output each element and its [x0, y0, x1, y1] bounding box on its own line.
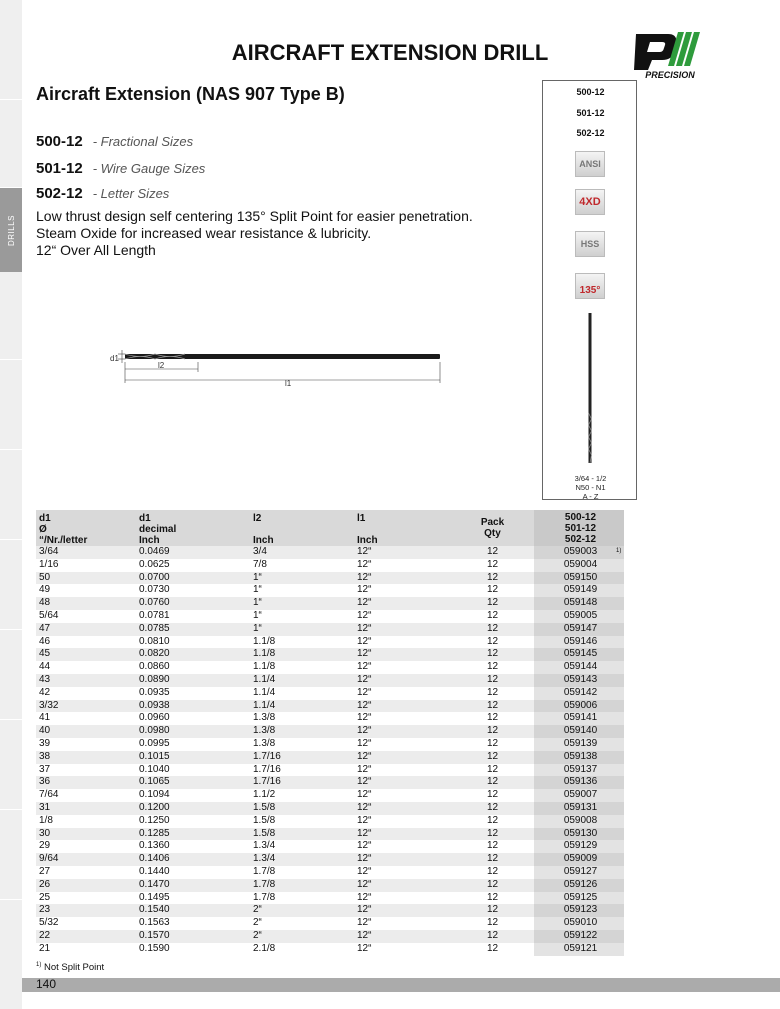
- header-pack-qty: Pack Qty: [448, 510, 534, 546]
- table-cell: 12“: [354, 776, 448, 789]
- table-cell: 31: [36, 802, 136, 815]
- page-number: 140: [36, 977, 57, 991]
- table-cell: 5/64: [39, 609, 59, 621]
- table-cell: 1.3/4: [253, 840, 276, 852]
- table-cell: 059009: [534, 853, 624, 866]
- l1-label: l1: [285, 379, 292, 388]
- table-cell: 0.0785: [136, 623, 250, 636]
- table-row: [36, 751, 624, 764]
- table-cell: 059144: [534, 661, 624, 674]
- table-cell: 059140: [534, 725, 624, 738]
- size-range: N50 - N1: [575, 483, 606, 492]
- table-cell: 059006: [534, 700, 624, 713]
- table-cell: 12: [448, 674, 534, 687]
- spec-side-panel: [542, 80, 637, 500]
- page-title: AIRCRAFT EXTENSION DRILL: [231, 40, 549, 65]
- drill-vertical-icon: [587, 313, 593, 463]
- table-row: [36, 828, 624, 841]
- table-cell: 059005: [534, 610, 624, 623]
- table-cell: 0.0810: [139, 635, 170, 647]
- table-row: [36, 764, 624, 777]
- table-cell: 37: [39, 763, 51, 775]
- table-cell: 059138: [534, 751, 624, 764]
- table-cell: 44: [39, 661, 51, 673]
- table-row: [36, 853, 624, 866]
- table-cell: 12: [448, 802, 534, 815]
- table-cell: 1.7/16: [250, 776, 354, 789]
- table-row: [36, 559, 624, 572]
- table-cell: 1“: [253, 584, 262, 596]
- table-cell: 26: [36, 879, 136, 892]
- table-cell: 1.7/8: [253, 865, 276, 877]
- table-cell: 0.0980: [136, 725, 250, 738]
- table-cell: 12: [486, 584, 499, 596]
- table-cell: 12: [448, 572, 534, 585]
- table-cell: 12: [486, 635, 499, 647]
- table-row: [36, 610, 624, 623]
- side-code: 501-12: [576, 108, 605, 118]
- table-cell: 059150: [534, 572, 624, 585]
- table-cell: 42: [39, 686, 51, 698]
- table-cell: 12: [486, 865, 499, 877]
- table-cell: 12“: [354, 828, 448, 841]
- table-cell: 12“: [357, 942, 372, 954]
- header-decimal: d1 decimal Inch: [136, 510, 250, 546]
- table-row: [36, 661, 624, 674]
- table-cell: 12: [486, 558, 499, 570]
- table-cell: 12: [448, 751, 534, 764]
- table-cell: 059148: [534, 597, 624, 610]
- table-row: [36, 789, 624, 802]
- table-cell: 0.1285: [136, 828, 250, 841]
- table-cell: 0.1540: [136, 904, 250, 917]
- table-cell: 0.1065: [136, 776, 250, 789]
- table-cell: 0.1015: [136, 751, 250, 764]
- table-cell: 0.1040: [139, 763, 170, 775]
- description-line: Low thrust design self centering 135° Split Point for easier penetration.: [36, 208, 473, 224]
- table-cell: 1.5/8: [250, 828, 354, 841]
- size-table: [36, 510, 624, 956]
- table-cell: 3/32: [36, 700, 136, 713]
- table-cell: 47: [36, 623, 136, 636]
- table-cell: 12“: [357, 840, 372, 852]
- hss-badge-icon: HSS: [575, 231, 605, 257]
- l2-label: l2: [158, 361, 165, 370]
- table-cell: 1.1/8: [253, 635, 276, 647]
- table-row: [36, 687, 624, 700]
- table-cell: 059143: [534, 674, 624, 687]
- table-row: [36, 546, 624, 559]
- table-cell: 1.1/8: [250, 648, 354, 661]
- table-cell: 12: [448, 828, 534, 841]
- table-cell: 1“: [253, 609, 262, 621]
- table-cell: 12“: [357, 712, 372, 724]
- table-cell: 059149: [534, 584, 624, 597]
- table-cell: 12: [448, 623, 534, 636]
- table-cell: 12: [486, 712, 499, 724]
- d1-label: d1: [110, 354, 119, 363]
- table-cell: 0.0625: [139, 558, 170, 570]
- brand-text: PRECISION: [645, 70, 695, 80]
- table-row: [36, 572, 624, 585]
- table-cell: 12“: [354, 623, 448, 636]
- table-cell: 059142: [534, 687, 624, 700]
- table-cell: 12: [486, 763, 499, 775]
- table-cell: 30: [36, 828, 136, 841]
- table-cell: 0.1590: [139, 942, 170, 954]
- table-cell: 0.0995: [139, 737, 170, 749]
- table-cell: 0.0890: [136, 674, 250, 687]
- table-cell: 12: [448, 776, 534, 789]
- table-cell: 50: [36, 572, 136, 585]
- table-cell: 0.1470: [136, 879, 250, 892]
- table-cell: 12: [448, 725, 534, 738]
- table-cell: 0.1360: [139, 840, 170, 852]
- header-l1: l1 Inch: [354, 510, 448, 546]
- table-cell: 7/8: [253, 558, 267, 570]
- table-cell: 0.0469: [136, 546, 250, 559]
- drill-dimension-drawing: [100, 338, 460, 398]
- table-row: [36, 802, 624, 815]
- table-row: [36, 712, 624, 725]
- size-range: A - Z: [582, 492, 599, 501]
- table-cell: 1.7/16: [250, 751, 354, 764]
- series-item: 501-12 - Wire Gauge Sizes: [36, 160, 206, 177]
- table-cell: 48: [36, 597, 136, 610]
- table-cell: 12“: [354, 751, 448, 764]
- description-line: Steam Oxide for increased wear resistance & lubricity.: [36, 225, 372, 241]
- table-cell: 29: [39, 840, 51, 852]
- table-row: [36, 930, 624, 943]
- footnote: $^{1)}$ Not Split Point: [36, 961, 105, 973]
- table-cell: 12“: [354, 802, 448, 815]
- table-cell: 12“: [354, 674, 448, 687]
- table-cell: 0.0860: [139, 661, 170, 673]
- table-cell: 1.5/8: [250, 802, 354, 815]
- side-tab-strip: [0, 0, 22, 1009]
- table-cell: 49: [39, 584, 51, 596]
- table-cell: 12“: [357, 661, 372, 673]
- table-cell: 27: [39, 865, 51, 877]
- side-code: 500-12: [576, 87, 605, 97]
- table-cell: 059127: [534, 866, 624, 879]
- table-row: [36, 815, 624, 828]
- table-cell: 0.0730: [139, 584, 170, 596]
- table-cell: 12: [486, 891, 499, 903]
- table-cell: 0.1563: [139, 917, 170, 929]
- table-cell: 12“: [357, 865, 372, 877]
- table-cell: 12“: [354, 853, 448, 866]
- table-cell: 1.7/8: [250, 879, 354, 892]
- table-cell: 0.1406: [136, 853, 250, 866]
- table-cell: 0.1094: [139, 789, 170, 801]
- precision-logo: [630, 28, 705, 80]
- side-tab-label: DRILLS: [6, 214, 16, 246]
- table-cell: 0.1495: [139, 891, 170, 903]
- table-cell: 12“: [357, 584, 372, 596]
- table-row: [36, 840, 624, 853]
- table-cell: 12: [448, 904, 534, 917]
- table-row: [36, 879, 624, 892]
- table-cell: 059136: [534, 776, 624, 789]
- table-cell: 059131: [534, 802, 624, 815]
- table-row: [36, 904, 624, 917]
- table-cell: 12: [448, 546, 534, 559]
- table-cell: 25: [39, 891, 51, 903]
- table-cell: 22: [36, 930, 136, 943]
- table-cell: 1.3/8: [250, 725, 354, 738]
- table-cell: 12“: [354, 700, 448, 713]
- table-cell: 46: [39, 635, 51, 647]
- table-cell: 45: [36, 648, 136, 661]
- table-cell: 059121: [534, 943, 624, 956]
- table-cell: 12“: [357, 737, 372, 749]
- table-cell: 1/16: [39, 558, 59, 570]
- table-cell: 1“: [250, 572, 354, 585]
- table-cell: 0.1200: [136, 802, 250, 815]
- table-cell: 059139: [534, 738, 624, 751]
- table-cell: 0.1250: [139, 814, 170, 826]
- table-cell: 12: [486, 686, 499, 698]
- table-row: [36, 943, 624, 956]
- table-cell: 0.1570: [136, 930, 250, 943]
- table-cell: 12“: [354, 546, 448, 559]
- table-cell: 059125: [534, 892, 624, 905]
- table-cell: 12: [486, 737, 499, 749]
- table-cell: 1.1/8: [253, 661, 276, 673]
- table-cell: 12: [486, 840, 499, 852]
- table-cell: 41: [39, 712, 51, 724]
- table-cell: 059141: [534, 712, 624, 725]
- row-note-marker: 1): [616, 548, 622, 554]
- table-cell: 0.0938: [136, 700, 250, 713]
- table-cell: 2“: [250, 930, 354, 943]
- table-cell: 059146: [534, 636, 624, 649]
- table-row: [36, 597, 624, 610]
- table-cell: 059130: [534, 828, 624, 841]
- description-line: 12“ Over All Length: [36, 242, 156, 258]
- table-row: [36, 917, 624, 930]
- table-cell: 23: [36, 904, 136, 917]
- table-cell: 9/64: [36, 853, 136, 866]
- table-cell: 1.3/8: [253, 712, 276, 724]
- table-cell: 2“: [250, 904, 354, 917]
- table-cell: 21: [39, 942, 51, 954]
- table-cell: 12“: [354, 572, 448, 585]
- table-cell: 12: [486, 942, 499, 954]
- table-row: [36, 636, 624, 649]
- table-cell: 059145: [534, 648, 624, 661]
- table-row: [36, 776, 624, 789]
- table-cell: 36: [36, 776, 136, 789]
- table-cell: 12: [486, 917, 499, 929]
- table-cell: 12: [486, 661, 499, 673]
- table-cell: 1.1/4: [253, 686, 276, 698]
- table-cell: 12“: [354, 930, 448, 943]
- table-row: [36, 892, 624, 905]
- table-cell: 059147: [534, 623, 624, 636]
- table-cell: 0.0781: [139, 609, 170, 621]
- table-row: [36, 738, 624, 751]
- table-cell: 12“: [357, 763, 372, 775]
- table-cell: 12“: [354, 648, 448, 661]
- table-cell: 40: [36, 725, 136, 738]
- table-cell: 12“: [354, 597, 448, 610]
- table-cell: 12: [448, 930, 534, 943]
- 4xd-badge-icon: 4XD: [575, 189, 605, 215]
- table-cell: 0.0960: [139, 712, 170, 724]
- table-cell: 12“: [357, 686, 372, 698]
- table-cell: 12: [448, 879, 534, 892]
- table-cell: 059003: [534, 546, 624, 559]
- table-cell: 12: [486, 609, 499, 621]
- table-cell: 1“: [250, 597, 354, 610]
- table-cell: 0.0820: [136, 648, 250, 661]
- table-cell: 1.1/4: [250, 674, 354, 687]
- table-cell: 1.1/2: [253, 789, 276, 801]
- table-row: [36, 700, 624, 713]
- point-angle-badge-icon: 135°: [575, 273, 605, 299]
- table-cell: 059126: [534, 879, 624, 892]
- table-cell: 0.0935: [139, 686, 170, 698]
- table-row: [36, 648, 624, 661]
- table-cell: 5/32: [39, 917, 59, 929]
- table-cell: 2.1/8: [253, 942, 276, 954]
- table-header-row: [36, 510, 624, 546]
- table-cell: 059004: [534, 559, 624, 572]
- table-cell: 059123: [534, 904, 624, 917]
- table-cell: 059129: [534, 840, 624, 853]
- table-row: [36, 674, 624, 687]
- table-row: [36, 866, 624, 879]
- table-cell: 12“: [354, 879, 448, 892]
- table-cell: 39: [39, 737, 51, 749]
- table-cell: 12“: [357, 609, 372, 621]
- table-cell: 0.1440: [139, 865, 170, 877]
- table-cell: 1/8: [39, 814, 53, 826]
- table-row: [36, 584, 624, 597]
- table-row: [36, 725, 624, 738]
- table-row: [36, 623, 624, 636]
- table-cell: 1.5/8: [253, 814, 276, 826]
- footer-bar: [22, 978, 780, 992]
- table-cell: 38: [36, 751, 136, 764]
- table-cell: 12: [448, 700, 534, 713]
- table-cell: 0.0700: [136, 572, 250, 585]
- table-cell: 12: [448, 853, 534, 866]
- table-cell: 059008: [534, 815, 624, 828]
- table-cell: 1.3/8: [253, 737, 276, 749]
- series-item: 500-12 - Fractional Sizes: [36, 133, 194, 150]
- table-cell: 12“: [357, 917, 372, 929]
- ansi-badge-icon: ANSI: [575, 151, 605, 177]
- size-range: 3/64 - 1/2: [574, 474, 607, 483]
- table-cell: 7/64: [39, 789, 59, 801]
- product-description: [36, 208, 473, 259]
- table-cell: 12: [448, 648, 534, 661]
- table-cell: 059007: [534, 789, 624, 802]
- table-cell: 12“: [357, 814, 372, 826]
- table-cell: 12: [448, 597, 534, 610]
- table-cell: 1“: [250, 623, 354, 636]
- table-cell: 0.0760: [136, 597, 250, 610]
- table-cell: 12“: [357, 635, 372, 647]
- table-cell: 3/64: [36, 546, 136, 559]
- table-cell: 43: [36, 674, 136, 687]
- table-cell: 1.7/8: [253, 891, 276, 903]
- section-title: Aircraft Extension (NAS 907 Type B): [36, 84, 345, 104]
- table-cell: 059010: [534, 917, 624, 930]
- table-cell: 1.3/4: [250, 853, 354, 866]
- table-cell: 059137: [534, 764, 624, 777]
- table-cell: 12: [486, 789, 499, 801]
- header-article-numbers: 500-12 501-12 502-12: [534, 510, 624, 546]
- table-cell: 12“: [357, 789, 372, 801]
- table-cell: 1.1/4: [250, 700, 354, 713]
- table-cell: 059122: [534, 930, 624, 943]
- table-cell: 12: [486, 814, 499, 826]
- table-cell: 12“: [354, 725, 448, 738]
- table-cell: 1.7/16: [253, 763, 281, 775]
- side-code: 502-12: [576, 128, 605, 138]
- table-cell: 3/4: [250, 546, 354, 559]
- table-cell: 12“: [354, 904, 448, 917]
- table-cell: 2“: [253, 917, 262, 929]
- series-item: 502-12 - Letter Sizes: [36, 185, 170, 202]
- table-cell: 12“: [357, 891, 372, 903]
- header-diameter: d1 Ø “/Nr./letter: [36, 510, 136, 546]
- header-l2: l2 Inch: [250, 510, 354, 546]
- table-cell: 12“: [357, 558, 372, 570]
